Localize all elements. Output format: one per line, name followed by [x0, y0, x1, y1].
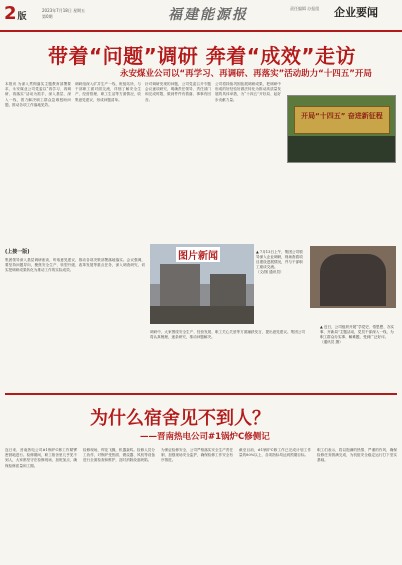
- section-divider: [5, 393, 397, 395]
- issue-info: [42, 8, 85, 20]
- article2-headline: 为什么宿舍见不到人？: [90, 408, 270, 429]
- lower-mid-column-text: 调研中，大家围绕安全生产、经营发展、职工关心关爱等方面踊跃发言，提出意见建议。集团公司将认真梳理，逐条研究，推动问题解决。: [150, 330, 305, 340]
- article-column-1-text: 本报讯 为深入贯彻落实主题教育部署要求，永安煤业公司党委以“再学习、再调研、再落实”活动为抓手，深入基层、深入一线，着力解决职工群众急难愁盼问题，推动各项工作落地见效。: [5, 82, 71, 107]
- article-subheadline: 永安煤业公司以“再学习、再调研、再落实”活动助力“十四五”开局: [120, 69, 372, 79]
- article2-column-5-text: 职工们表示，将以饱满的热情、严谨的作风，确保检修任务圆满完成，为机组安全稳定运行打下坚实基础。: [317, 448, 397, 463]
- article-column-3: [145, 82, 211, 232]
- article2-column-4: [239, 448, 311, 560]
- article2-column-1-text: 连日来，晋南热电公司#1锅炉C修工作紧锣密鼓地进行。检修期间，职工宿舍里几乎见不到人，大家都坚守在检修现场，加班加点，确保检修质量和工期。: [5, 448, 77, 468]
- article2-column-4-text: 截至目前，#1锅炉C修工作已完成计划工作量的80%以上，各项指标均达到预期目标。: [239, 448, 311, 458]
- page-number: [4, 3, 27, 24]
- masthead: 福建能源报: [168, 7, 248, 23]
- page-number-unit: 版: [17, 12, 27, 22]
- issue-line: 第0期: [42, 14, 53, 19]
- photo-right-figures: [320, 254, 386, 306]
- article2-column-1: [5, 448, 77, 560]
- editor-line: 责任编辑 办报组: [290, 6, 320, 11]
- photo-news-credit: （文/图 通讯员）: [256, 270, 284, 274]
- lower-mid-column: [150, 330, 305, 388]
- photo-right-credit: （通讯员 摄）: [320, 340, 343, 344]
- article2-column-5: [317, 448, 397, 560]
- article2-column-3: [161, 448, 233, 560]
- page-number-value: 2: [4, 3, 17, 24]
- page-header: [0, 0, 402, 32]
- photo-news-caption: [256, 250, 306, 275]
- photo-building: [160, 264, 200, 309]
- photo-news-tag: 图片新闻: [176, 247, 220, 262]
- photo-right-image: [310, 246, 396, 308]
- article-column-3-text: 针对调研发现的问题，公司党委召开专题会议逐项研究，明确责任领导、责任部门和完成时限，做到件件有着落、事事有回音。: [145, 82, 211, 102]
- photo-ground: [150, 306, 254, 324]
- article-column-4: [215, 82, 281, 232]
- section-title: 企业要闻: [334, 6, 378, 19]
- article2-subheadline: ——晋南热电公司#1锅炉C修侧记: [140, 432, 270, 442]
- photo-right-caption: [320, 325, 396, 345]
- article-column-2: [75, 82, 141, 232]
- photo-news-caption-text: ▲ 7月13日上午，集团公司领导深入企业调研，现场查看项目建设进展情况，并与干部职工座谈交流。: [256, 250, 303, 269]
- article-column-1: [5, 82, 71, 232]
- article2-column-2-text: 检修现场，焊花飞溅，机器轰鸣。检修人员分工协作，对锅炉受热面、燃烧器、风机等设备进行全面检查和维护，及时消除设备缺陷。: [83, 448, 155, 463]
- lower-left-column-text: 集团领导深入基层调研座谈，听取意见建议，推动各项决策部署落地落实。会议强调，要坚持问题导向，聚焦安全生产、转型升级、改革发展等重点任务，深入调查研究，切实把调研成果转化为推动工作的实际成效。: [5, 258, 145, 273]
- article2-column-2: [83, 448, 155, 560]
- article-column-2-text: 调研组深入矿井生产一线、班组站所，与干部职工面对面交流，详细了解安全生产、经营管理、职工生活等方面情况，收集意见建议，形成问题清单。: [75, 82, 141, 102]
- continued-label: (上接一版): [5, 249, 30, 255]
- date-line: 2023年7月18日 星期五: [42, 8, 86, 13]
- photo-crowd: [288, 136, 395, 162]
- photo-banner-text: 开局“十四五” 奋进新征程: [301, 112, 383, 120]
- lower-left-column: [5, 258, 145, 386]
- article2-column-3-text: 为保证检修安全，公司严格落实安全生产责任制，加强现场安全监护，确保检修工作安全有序推进。: [161, 448, 233, 463]
- article-headline: 带着“问题”调研 奔着“成效”走访: [47, 44, 357, 68]
- photo-banner-meeting: [287, 95, 396, 163]
- article-column-4-text: 公司将持续巩固拓展调研成果，把调研中形成的好经验好做法转化为推动高质量发展的具体举措，为“十四五”开好局、起好步贡献力量。: [215, 82, 281, 102]
- photo-right-caption-text: ▲ 近日，公司组织开展“学党史、悟思想、办实事、开新局”主题活动，党员干部深入一线，为职工群众办实事、解难题，受到广泛好评。: [320, 325, 395, 339]
